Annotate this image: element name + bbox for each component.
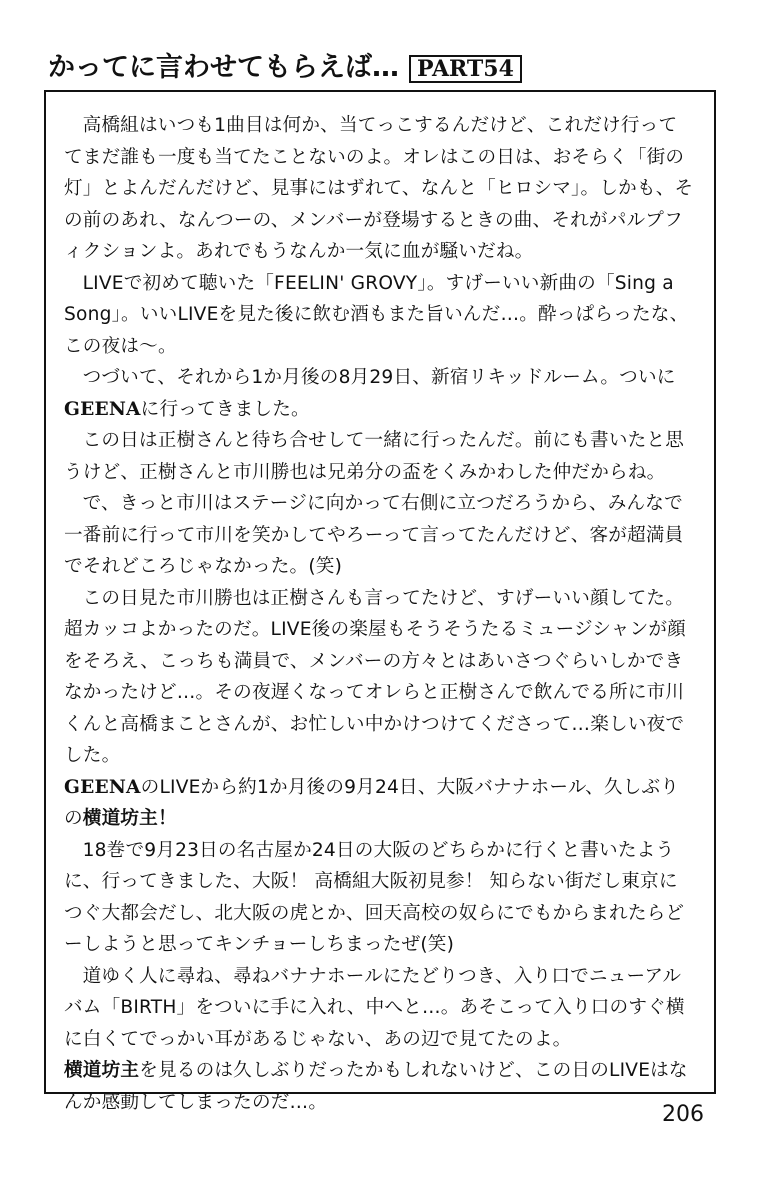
page-title: かってに言わせてもらえば… (48, 52, 399, 83)
paragraph-1: 高橋組はいつも1曲目は何か、当てっこするんだけど、これだけ行っててまだ誰も一度も当てたことないのよ。オレはこの日は、おそらく「街の灯」とよんだんだけど、見事にはずれて、なんと「ヒロシマ」。しかも、その前のあれ、なんつーの、メンバーが登場するときの曲、それがパルプフィクションよ。あれでもうなんか一気に血が騒いだね。 (64, 115, 694, 262)
paragraph-6: この日見た市川勝也は正樹さんも言ってたけど、すげーいい顔してた。超カッコよかったのだ。LIVE後の楽屋もそうそうたるミュージシャンが顔をそろえ、こっちも満員で、メンバーの方々とはあいさつぐらいしかできなかったけど…。その夜遅くなってオレらと正樹さんで飲んでる所に市川くんと高橋まことさんが、お忙しい中かけつけてくださって…楽しい夜でした。 (64, 587, 686, 766)
paragraph-3 (64, 362, 696, 425)
paragraph-7-text: のLIVEから約1か月後の9月24日、大阪バナナホール、久しぶりの (64, 776, 680, 829)
band-name-yokomichi-bouzu: 横道坊主！ (82, 808, 177, 829)
band-name-geena: GEENA (64, 398, 141, 420)
paragraph-5: で、きっと市川はステージに向かって右側に立つだろうから、みんなで一番前に行って市川を笑かしてやろーって言ってたんだけど、客が超満員でそれどころじゃなかった。(笑) (64, 493, 684, 577)
paragraph-4: この日は正樹さんと待ち合せして一緒に行ったんだ。前にも書いたと思うけど、正樹さんと市川勝也は兄弟分の盃をくみかわした仲だからね。 (64, 430, 684, 483)
paragraph-3-text-end: に行ってきました。 (140, 398, 310, 420)
band-name-yokomichi-bouzu: 横道坊主 (64, 1060, 140, 1081)
paragraph-10-text: を見るのは久しぶりだったかもしれないけど、この日のLIVEはなんか感動してしまったのだ…。 (64, 1060, 688, 1113)
paragraph-8: 18巻で9月23日の名古屋か24日の大阪のどちらかに行くと書いたように、行ってきました、大阪！ 高橋組大阪初見参！ 知らない街だし東京につぐ大都会だし、北大阪の虎とか、回天高校の奴らにでもからまれたらどーしようと思ってキンチョーしちまったぜ(笑) (64, 839, 685, 955)
part-badge: PART54 (409, 55, 522, 83)
paragraph-10 (64, 1055, 696, 1118)
text-box (44, 90, 716, 1113)
page-header (48, 42, 728, 88)
paragraph-9: 道ゆく人に尋ね、尋ねバナナホールにたどりつき、入り口でニューアルバム「BIRTH」をついに手に入れ、中へと…。あそこって入り口のすぐ横に白くてでっかい耳があるじゃない、あの辺で見てたのよ。 (64, 965, 685, 1050)
page-number: 206 (662, 1102, 704, 1127)
band-name-geena: GEENA (64, 776, 141, 798)
article-body (64, 110, 696, 1118)
paragraph-7 (64, 772, 696, 835)
paragraph-3-text: つづいて、それから1か月後の8月29日、新宿リキッドルーム。ついに (82, 367, 676, 388)
paragraph-2: LIVEで初めて聴いた「FEELIN' GROVY」。すげーいい新曲の「Sing a Song」。いいLIVEを見た後に飲む酒もまた旨いんだ…。酔っぱらったな、この夜は〜。 (64, 272, 689, 357)
